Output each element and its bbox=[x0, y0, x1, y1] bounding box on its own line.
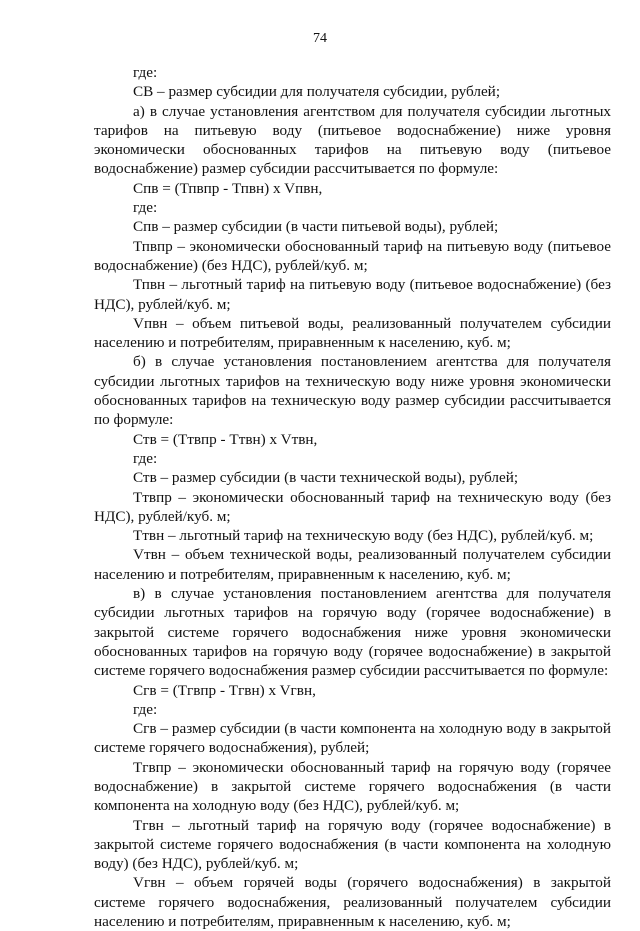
paragraph: Тпвпр – экономически обоснованный тариф на питьевую воду (питьевое водоснабжение) (без НДС), рублей/куб. м; bbox=[94, 237, 611, 274]
paragraph: Ттвпр – экономически обоснованный тариф на техническую воду (без НДС), рублей/куб. м; bbox=[94, 488, 611, 525]
paragraph: б) в случае установления постановлением агентства для получателя субсидии льготных тарифов на техническую воду ниже уровня экономически обоснованных тарифов на техническую воду размер субсидии рассчитывается по формуле: bbox=[94, 353, 611, 429]
paragraph: СВ – размер субсидии для получателя субсидии, рублей; bbox=[133, 83, 501, 101]
paragraph: Vгвн – объем горячей воды (горячего водоснабжения) в закрытой системе горячего водоснабжения, реализованный получателем субсидии населению и потребителям, приравненным к населению, куб. м; bbox=[94, 874, 611, 931]
paragraph: в) в случае установления постановлением агентства для получателя субсидии льготных тарифов на горячую воду (горячее водоснабжение) в закрытой системе горячего водоснабжения ниже уровня экономически обоснованных тарифов на горячую воду (горячее водоснабжение) в закрытой системе горячего водоснабжения размер субсидии рассчитывается по формуле: bbox=[94, 585, 611, 680]
formula: Спв = (Тпвпр - Тпвн) x Vпвн, bbox=[133, 179, 323, 197]
paragraph: Сгв – размер субсидии (в части компонента на холодную воду в закрытой системе горячего водоснабжения), рублей; bbox=[94, 720, 611, 757]
paragraph: Тгвпр – экономически обоснованный тариф на горячую воду (горячее водоснабжение) в закрытой системе горячего водоснабжения (в части компонента на холодную воду (без НДС), рублей/куб. м; bbox=[94, 758, 611, 815]
formula: Ств = (Ттвпр - Ттвн) x Vтвн, bbox=[133, 430, 318, 448]
paragraph: где: bbox=[133, 199, 158, 217]
paragraph: Vпвн – объем питьевой воды, реализованный получателем субсидии населению и потребителям, приравненным к населению, куб. м; bbox=[94, 314, 611, 352]
paragraph: Ств – размер субсидии (в части технической воды), рублей; bbox=[133, 469, 519, 487]
page-number: 74 bbox=[313, 31, 327, 46]
paragraph: где: bbox=[133, 700, 158, 718]
paragraph: где: bbox=[133, 64, 158, 81]
paragraph: Тгвн – льготный тариф на горячую воду (горячее водоснабжение) в закрытой системе горячего водоснабжения (в части компонента на холодную воду) (без НДС), рублей/куб. м; bbox=[94, 816, 611, 873]
document-body bbox=[94, 63, 611, 931]
formula: Сгв = (Тгвпр - Тгвн) x Vгвн, bbox=[133, 681, 316, 699]
paragraph: а) в случае установления агентством для получателя субсидии льготных тарифов на питьевую воду (питьевое водоснабжение) ниже уровня экономически обоснованных тарифов на питьевую воду (питьевое водоснабжение) размер субсидии рассчитывается по формуле: bbox=[94, 102, 611, 178]
paragraph: Спв – размер субсидии (в части питьевой воды), рублей; bbox=[133, 218, 499, 236]
paragraph: Тпвн – льготный тариф на питьевую воду (питьевое водоснабжение) (без НДС), рублей/куб. м; bbox=[94, 276, 611, 313]
paragraph: Ттвн – льготный тариф на техническую воду (без НДС), рублей/куб. м; bbox=[133, 527, 594, 545]
paragraph: Vтвн – объем технической воды, реализованный получателем субсидии населению и потребителям, приравненным к населению, куб. м; bbox=[94, 546, 611, 583]
paragraph: где: bbox=[133, 449, 158, 467]
